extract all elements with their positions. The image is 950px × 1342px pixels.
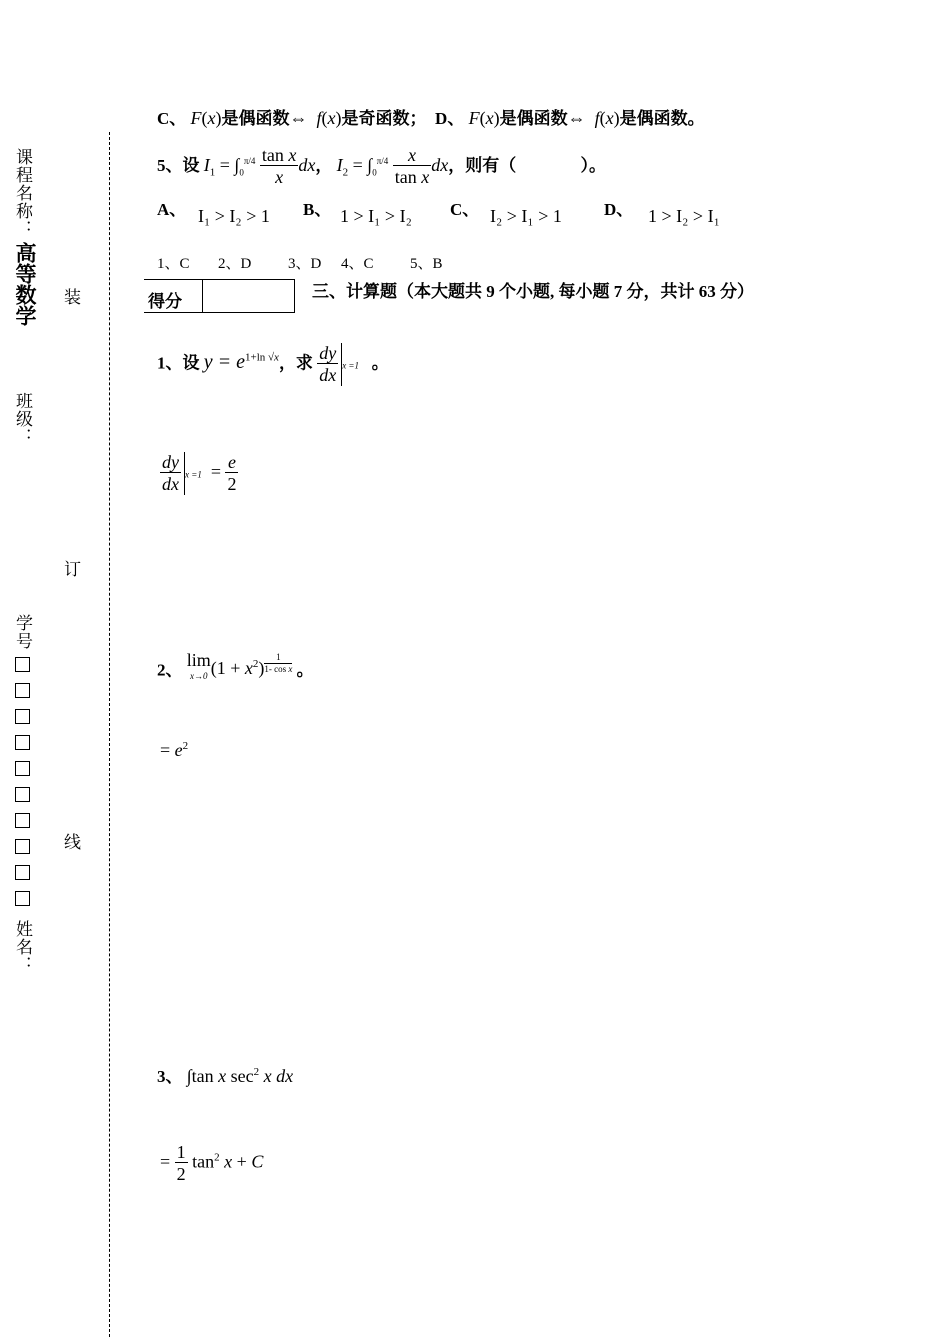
q5-option-d-expr: 1 > I₂ > I₁ xyxy=(648,206,720,226)
answer-4: 4、C xyxy=(341,256,374,272)
q5-option-b-expr: 1 > I₁ > I₂ xyxy=(340,206,412,226)
problem-3 xyxy=(157,1062,293,1087)
score-label: 得分 xyxy=(148,292,182,312)
course-value: 高等数学 xyxy=(13,242,37,326)
q5-suffix: ，则有（ xyxy=(448,156,517,175)
q5-integral-i1: $I_1 = \int_0^{\pi/4}$ $\frac{\text{tan x}}{x}$ dx xyxy=(203,145,316,188)
answer-5: 5、B xyxy=(410,256,443,272)
class-label: 班级： xyxy=(13,392,32,446)
problem-3-answer: = $\frac{1}{2}$ $\tan^2 x + C$ xyxy=(160,1142,264,1184)
problem-1-function: $y = e^{1+ln √x}$ xyxy=(203,351,279,374)
problem-2: 2、 lim x→0 $(1 + x^2)$ $\frac{1}{\text{1- cos x}}$ 。 xyxy=(157,652,314,684)
q5-option-c: C、 xyxy=(450,200,480,219)
student-no-box[interactable] xyxy=(15,709,30,724)
q5-option-a-expr: I₁ > I₂ > 1 xyxy=(198,206,270,226)
q5-close: ）。 xyxy=(580,156,607,175)
score-input-cell[interactable] xyxy=(202,280,295,312)
answer-2: 2、D xyxy=(218,256,252,272)
student-no-box[interactable] xyxy=(15,839,30,854)
problem-1-derivative: $\frac{dy}{dx}$ xyxy=(317,343,342,386)
q5-stem xyxy=(157,138,606,196)
q4-option-d-end: 是偶函数。 xyxy=(619,109,705,128)
problem-1-ask: ，求 xyxy=(278,353,313,373)
problem-1-end: 。 xyxy=(371,353,389,373)
binding-mark-zhuang: 装 xyxy=(64,288,81,307)
student-no-box[interactable] xyxy=(15,735,30,750)
q4-option-c-end: 是奇函数； xyxy=(341,109,427,128)
student-no-box[interactable] xyxy=(15,891,30,906)
answer-3: 3、D xyxy=(288,256,322,272)
q4-option-d-mid: 是偶函数 xyxy=(499,109,568,128)
problem-2-answer: = $e^2$ xyxy=(160,740,189,760)
problem-3-integral: ∫tan x $\sec^2 x$ dx xyxy=(186,1066,294,1086)
problem-1-answer: $\frac{dy}{dx}$ x =1 = $\frac{e}{2}$ xyxy=(162,452,237,494)
student-no-box[interactable] xyxy=(15,813,30,828)
problem-2-end: 。 xyxy=(296,660,314,680)
problem-2-limit: lim x→0 xyxy=(186,650,211,681)
answer-1: 1、C xyxy=(157,256,190,272)
problem-2-num: 2、 xyxy=(157,660,183,680)
student-no-box[interactable] xyxy=(15,683,30,698)
q4-option-c-mid: 是偶函数 xyxy=(221,109,290,128)
q5-prefix: 5、设 xyxy=(157,156,200,175)
problem-3-num: 3、 xyxy=(157,1067,183,1086)
binding-mark-xian: 线 xyxy=(64,833,81,852)
q4-option-d-label: D、 xyxy=(435,109,465,128)
cut-line xyxy=(109,132,110,1337)
q5-integral-i2: $I_2 = \int_0^{\pi/4}$ $\frac{x}{\text{tan x}}$ dx xyxy=(336,145,449,188)
problem-1-num: 1、设 xyxy=(157,353,200,373)
problem-1: 1、设 $y = e^{1+ln √x}$，求 $\frac{dy}{dx}$ x =1 。 xyxy=(157,343,389,385)
q4-options-cd: C、 F(x)是偶函数⇔ f(x)是奇函数； D、 F(x)是偶函数⇔ f(x)是偶函数。 xyxy=(157,108,705,128)
q4-option-c-label: C、 xyxy=(157,109,187,128)
name-label: 姓名： xyxy=(13,920,32,974)
student-no-box[interactable] xyxy=(15,787,30,802)
student-no-box[interactable] xyxy=(15,865,30,880)
binding-mark-ding: 订 xyxy=(64,560,81,579)
student-no-box[interactable] xyxy=(15,657,30,672)
course-label: 课程名称： xyxy=(13,148,32,238)
student-no-box[interactable] xyxy=(15,761,30,776)
student-no-label: 学号 xyxy=(13,614,32,650)
q5-option-b: B、 xyxy=(303,200,332,219)
q5-option-c-expr: I₂ > I₁ > 1 xyxy=(490,206,562,226)
section3-title: 三、计算题（本大题共 9 个小题, 每小题 7 分，共计 63 分） xyxy=(312,282,754,301)
q5-sep: ， xyxy=(315,156,333,175)
score-label-cell xyxy=(144,280,203,312)
q5-option-d: D、 xyxy=(604,200,634,219)
score-box xyxy=(144,279,295,313)
q5-option-a: A、 xyxy=(157,200,187,219)
